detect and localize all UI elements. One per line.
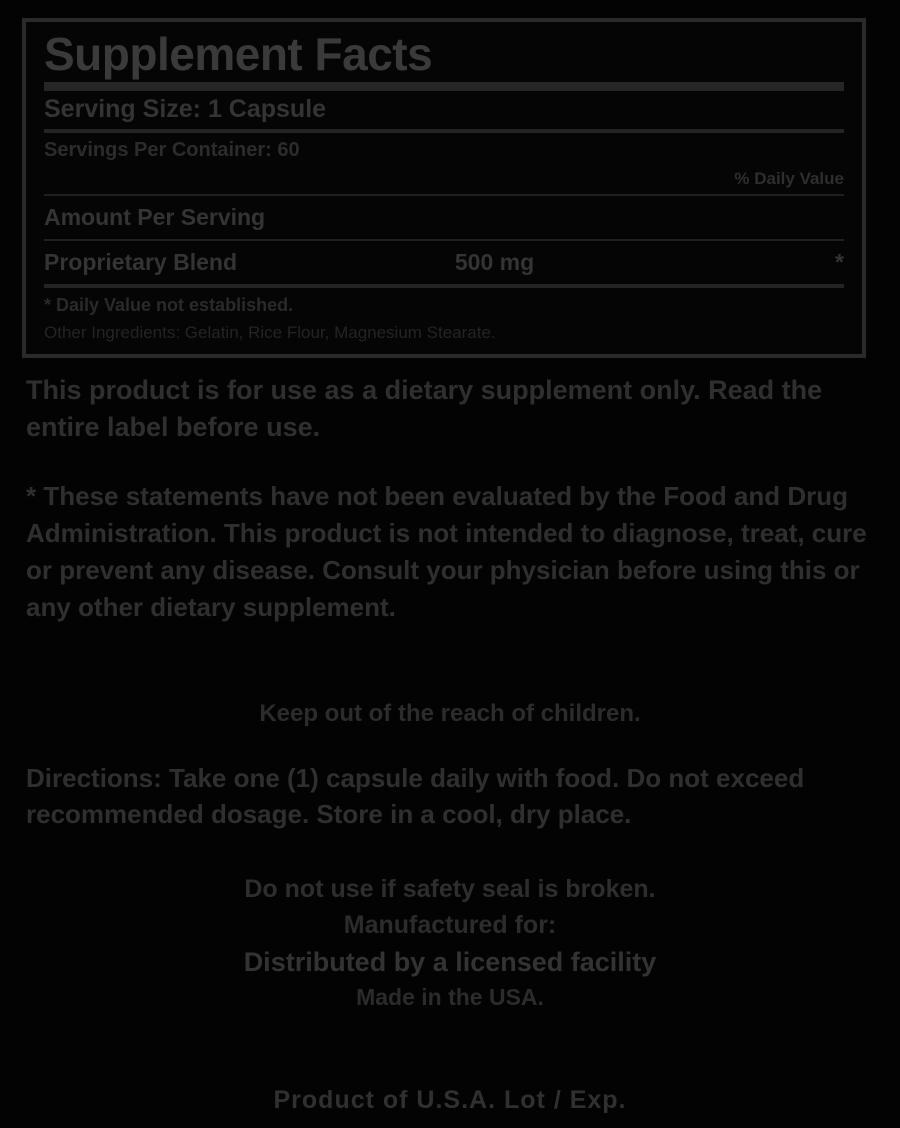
nutrient-daily-value: * [835, 249, 844, 276]
warning-line-2: Manufactured for: [343, 910, 557, 939]
servings-per-container: Servings Per Container: 60 [44, 139, 300, 162]
panel-rule-medium [44, 129, 844, 133]
lead-paragraph: This product is for use as a dietary supplement only. Read the entire label before use. [26, 375, 823, 442]
table-row [44, 244, 844, 281]
disclaimer-paragraph: * These statements have not been evaluated by the Food and Drug Administration. This product is not intended to diagnose, treat, cure or prevent any disease. Consult your physician before using this or any other dietary supplement. [26, 481, 867, 622]
panel-rule-thin-1 [44, 194, 844, 196]
warning-block [26, 872, 874, 1014]
panel-rule-heavy [44, 82, 844, 91]
panel-rule-thin-2 [44, 239, 844, 241]
supplement-facts-panel [22, 18, 866, 358]
nutrient-name: Proprietary Blend [44, 249, 237, 276]
serving-size: Serving Size: 1 Capsule [44, 95, 327, 124]
table-row [44, 199, 844, 236]
directions-paragraph: Directions: Take one (1) capsule daily with food. Do not exceed recommended dosage. Store in a cool, dry place. [26, 763, 805, 830]
nutrient-amount: 500 mg [454, 249, 535, 276]
footer-lot-info: Product of U.S.A. Lot / Exp. [273, 1086, 627, 1114]
warning-line-4: Made in the USA. [356, 984, 544, 1011]
supplement-facts-title: Supplement Facts [44, 28, 433, 80]
panel-rule-medium-2 [44, 284, 844, 288]
keep-out-of-reach-line: Keep out of the reach of children. [259, 700, 641, 727]
warning-line-3: Distributed by a licensed facility [243, 947, 657, 977]
nutrient-name: Amount Per Serving [44, 204, 266, 231]
warning-line-1: Do not use if safety seal is broken. [244, 875, 656, 903]
daily-value-header: % Daily Value [734, 169, 844, 189]
daily-value-footnote: * Daily Value not established. [44, 295, 294, 316]
other-ingredients: Other Ingredients: Gelatin, Rice Flour, Magnesium Stearate. [44, 323, 496, 343]
